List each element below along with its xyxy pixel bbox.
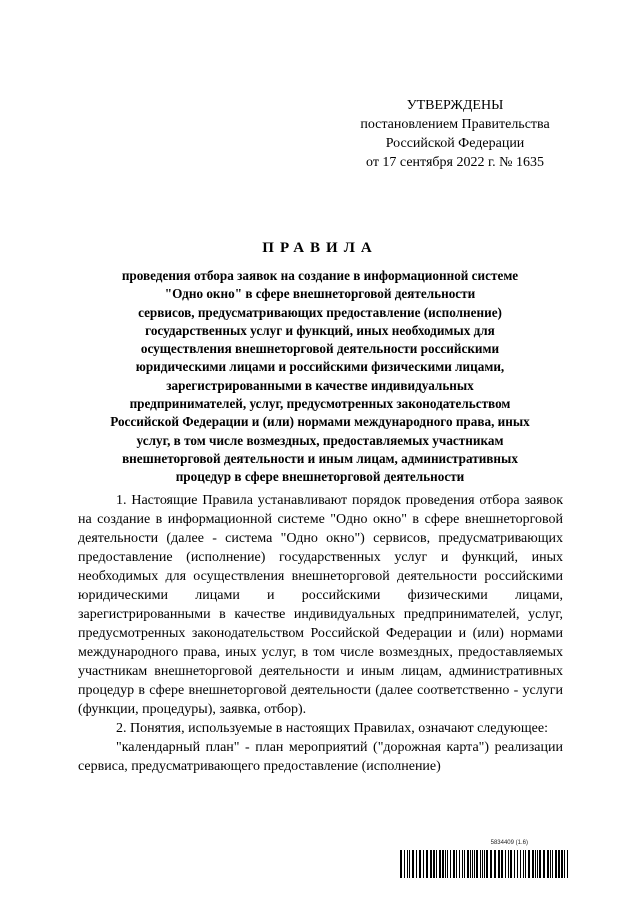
approval-line: постановлением Правительства: [360, 117, 550, 132]
document-subtitle: [70, 267, 570, 487]
barcode-bar: [467, 850, 469, 878]
barcode-bar: [561, 850, 563, 878]
barcode-bar: [436, 850, 437, 878]
subtitle-line: осуществления внешнеторговой деятельности российскими: [140, 341, 500, 357]
barcode-bar: [426, 850, 428, 878]
barcode-bar: [472, 850, 473, 878]
barcode-bar: [419, 850, 421, 878]
barcode-bar: [474, 850, 475, 878]
barcode-bar: [567, 850, 568, 878]
barcode-bar: [558, 850, 560, 878]
approval-heading: УТВЕРЖДЕНЫ: [406, 98, 504, 113]
barcode-bar: [543, 850, 545, 878]
barcode-number: 5834409 (1.6): [490, 840, 528, 846]
paragraph-2: 2. Понятия, используемые в настоящих Правилах, означают следующее:: [116, 721, 548, 736]
barcode-bar: [510, 850, 512, 878]
barcode-bar: [453, 850, 455, 878]
barcode-bar: [508, 850, 509, 878]
subtitle-line: услуг, в том числе возмездных, предоставляемых участникам: [136, 432, 504, 448]
barcode-bar: [470, 850, 471, 878]
barcode-bar: [523, 850, 524, 878]
subtitle-line: предпринимателей, услуг, предусмотренных законодательством: [129, 396, 511, 412]
barcode-bar: [416, 850, 417, 878]
barcode-bar: [480, 850, 481, 878]
barcode-bar: [535, 850, 536, 878]
barcode-bar: [482, 850, 483, 878]
barcode-bar: [539, 850, 541, 878]
approval-line: Российской Федерации: [385, 136, 525, 151]
paragraph-1: 1. Настоящие Правила устанавливают порядок проведения отбора заявок на создание в информационной системе "Одно окно" в сфере внешнеторговой деятельности (далее - система "Одно окно") сервисов, предусматривающих предоставление (исполнение) государственных услуг и функций, иных необходимых для осуществления внешнеторговой деятельности российскими юридическими лицами и российскими физическими лицами, зарегистрированными в качестве индивидуальных предпринимателей, услуг, предусмотренных законодательством Российской Федерации и (или) нормами международного права, иных услуг, в том числе возмездных, предоставляемых участникам внешнеторговой деятельности и иным лицам, административных процедур в сфере внешнеторговой деятельности (далее соответственно - услуги (функции, процедуры), заявка, отбор).: [78, 493, 563, 717]
barcode-bar: [447, 850, 448, 878]
barcode-bar: [450, 850, 451, 878]
subtitle-line: сервисов, предусматривающих предоставление (исполнение): [138, 304, 502, 320]
paragraph-definition: "календарный план" - план мероприятий ("дорожная карта") реализации сервиса, предусматривающего предоставление (исполнение): [78, 740, 563, 774]
barcode-bar: [532, 850, 534, 878]
barcode-bar: [409, 850, 410, 878]
barcode-bar: [564, 850, 565, 878]
subtitle-line: проведения отбора заявок на создание в информационной системе: [121, 268, 519, 283]
subtitle-line: государственных услуг и функций, иных необходимых для: [145, 322, 495, 338]
barcode-bar: [555, 850, 557, 878]
barcode-bar: [537, 850, 538, 878]
barcode-bar: [550, 850, 551, 878]
barcode-bar: [525, 850, 526, 878]
subtitle-line: процедур в сфере внешнеторговой деятельности: [175, 469, 465, 485]
approval-date-line: от 17 сентября 2022 г. № 1635: [366, 155, 544, 170]
subtitle-line: "Одно окно" в сфере внешнеторговой деятельности: [164, 286, 476, 302]
barcode-bar: [520, 850, 521, 878]
subtitle-line: Российской Федерации и (или) нормами международного права, иных: [110, 414, 530, 430]
barcode-bar: [505, 850, 506, 878]
barcode-bar: [464, 850, 465, 878]
barcode-bar: [400, 850, 402, 878]
barcode-bar: [494, 850, 496, 878]
barcode-bar: [517, 850, 518, 878]
barcode-bar: [430, 850, 432, 878]
barcode-bar: [462, 850, 463, 878]
barcode-bar: [501, 850, 503, 878]
document-title: ПРАВИЛА: [262, 240, 378, 256]
barcode-bar: [439, 850, 441, 878]
barcode-bar: [445, 850, 446, 878]
document-body: [78, 491, 563, 776]
subtitle-line: зарегистрированными в качестве индивидуальных: [166, 377, 474, 393]
barcode-bar: [404, 850, 405, 878]
barcode-bar: [547, 850, 549, 878]
barcode-bar: [484, 850, 485, 878]
barcode-bar: [552, 850, 553, 878]
approval-block: [330, 96, 580, 172]
barcode-bar: [442, 850, 444, 878]
barcode-bar: [412, 850, 414, 878]
barcode-bar: [486, 850, 488, 878]
barcode-bar: [456, 850, 457, 878]
subtitle-line: внешнеторговой деятельности и иным лицам, административных: [122, 450, 518, 466]
barcode-bar: [476, 850, 478, 878]
subtitle-line: юридическими лицами и российскими физическими лицами,: [135, 359, 505, 375]
barcode-bar: [459, 850, 460, 878]
barcode-bar: [433, 850, 435, 878]
barcode-bar: [514, 850, 515, 878]
barcode-bar: [528, 850, 530, 878]
barcode-bar: [423, 850, 424, 878]
barcode: [400, 840, 570, 880]
barcode-bar: [498, 850, 500, 878]
barcode-bar: [490, 850, 492, 878]
barcode-bars: [400, 850, 570, 878]
barcode-bar: [407, 850, 408, 878]
